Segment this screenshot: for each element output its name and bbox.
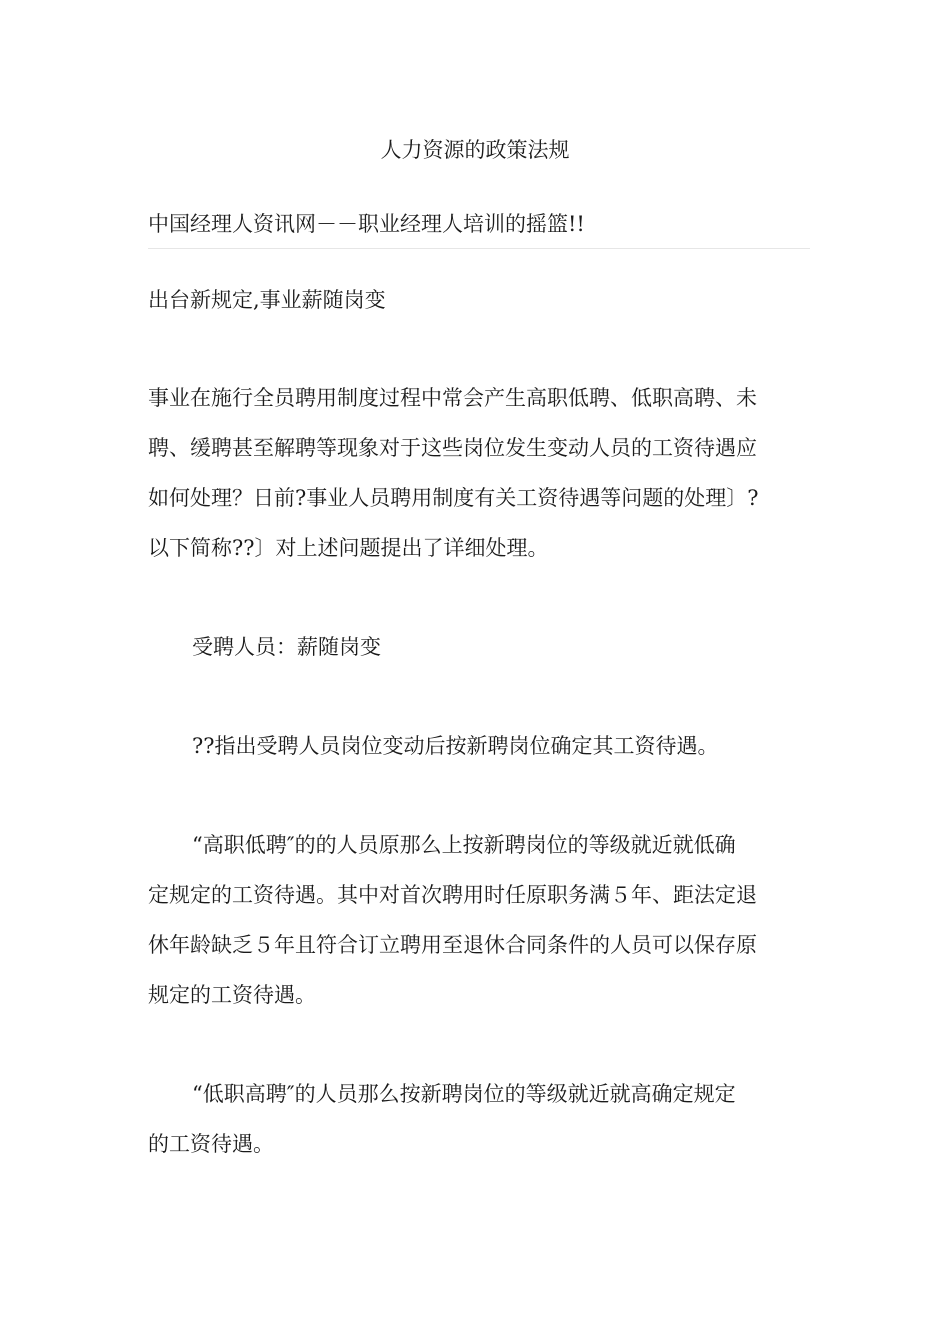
point-two-line-4: 规定的工资待遇。	[148, 983, 316, 1007]
intro-line-3: 如何处理？日前?事业人员聘用制度有关工资待遇等问题的处理〕?	[148, 486, 759, 510]
intro-line-4: 以下简称??〕对上述问题提出了详细处理。	[148, 536, 549, 560]
document-subtitle: 中国经理人资讯网－－职业经理人培训的摇篮!!	[148, 212, 585, 236]
point-two-line-1: “高职低聘″的的人员原那么上按新聘岗位的等级就近就低确	[192, 833, 736, 857]
point-three-line-2: 的工资待遇。	[148, 1132, 274, 1156]
section-heading-new-rule: 出台新规定,事业薪随岗变	[148, 288, 386, 312]
point-three-line-1: “低职高聘″的人员那么按新聘岗位的等级就近就高确定规定	[192, 1082, 736, 1106]
section-heading-staff: 受聘人员：薪随岗变	[192, 635, 381, 659]
point-one-line: ??指出受聘人员岗位变动后按新聘岗位确定其工资待遇。	[192, 734, 719, 758]
intro-line-2: 聘、缓聘甚至解聘等现象对于这些岗位发生变动人员的工资待遇应	[148, 436, 757, 460]
document-title: 人力资源的政策法规	[380, 138, 570, 162]
point-two-line-3: 休年龄缺乏５年且符合订立聘用至退休合同条件的人员可以保存原	[148, 933, 757, 957]
intro-line-1: 事业在施行全员聘用制度过程中常会产生高职低聘、低职高聘、未	[148, 386, 757, 410]
point-two-line-2: 定规定的工资待遇。其中对首次聘用时任原职务满５年、距法定退	[148, 883, 757, 907]
header-divider	[148, 248, 810, 249]
